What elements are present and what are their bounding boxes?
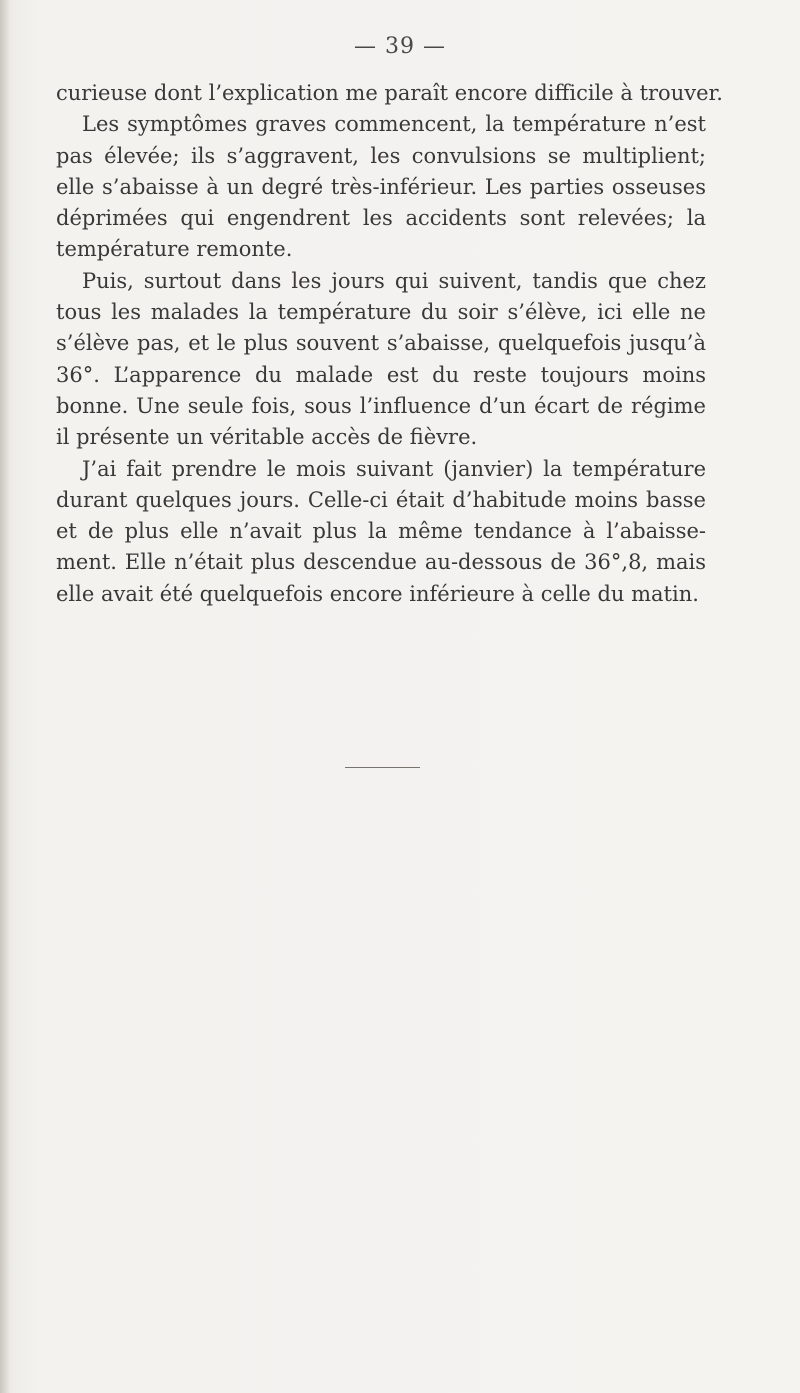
text-line: 36°. L’apparence du malade est du reste toujours moins [56,362,706,387]
text-line: Puis, surtout dans les jours qui suivent, tandis que chez [82,268,706,293]
text-line: elle s’abaisse à un degré très-inférieur. Les parties osseuses [56,174,706,199]
text-line: déprimées qui engendrent les accidents sont relevées; la [56,206,706,231]
body-text [56,78,723,610]
text-line: J’ai fait prendre le mois suivant (janvier) la température [82,456,706,481]
text-line: durant quelques jours. Celle-ci était d’habitude moins basse [56,487,706,512]
page-number: — 39 — [354,34,446,59]
text-line: température remonte. [56,237,293,262]
spine-shadow [0,0,10,1393]
text-line: curieuse dont l’explication me paraît encore difficile à trouver. [56,81,723,105]
section-divider [345,767,420,768]
text-line: et de plus elle n’avait plus la même tendance à l’abaisse- [56,519,706,544]
text-line: il présente un véritable accès de fièvre. [56,425,478,450]
text-line: Les symptômes graves commencent, la température n’est [82,112,706,137]
text-line: elle avait été quelquefois encore inférieure à celle du matin. [56,581,699,606]
text-line: s’élève pas, et le plus souvent s’abaisse, quelquefois jusqu’à [56,331,706,356]
text-line: tous les malades la température du soir s’élève, ici elle ne [56,300,706,325]
text-line: ment. Elle n’était plus descendue au-dessous de 36°,8, mais [56,550,706,575]
text-line: bonne. Une seule fois, sous l’influence d’un écart de régime [56,393,706,418]
text-line: pas élevée; ils s’aggravent, les convulsions se multiplient; [56,143,706,168]
